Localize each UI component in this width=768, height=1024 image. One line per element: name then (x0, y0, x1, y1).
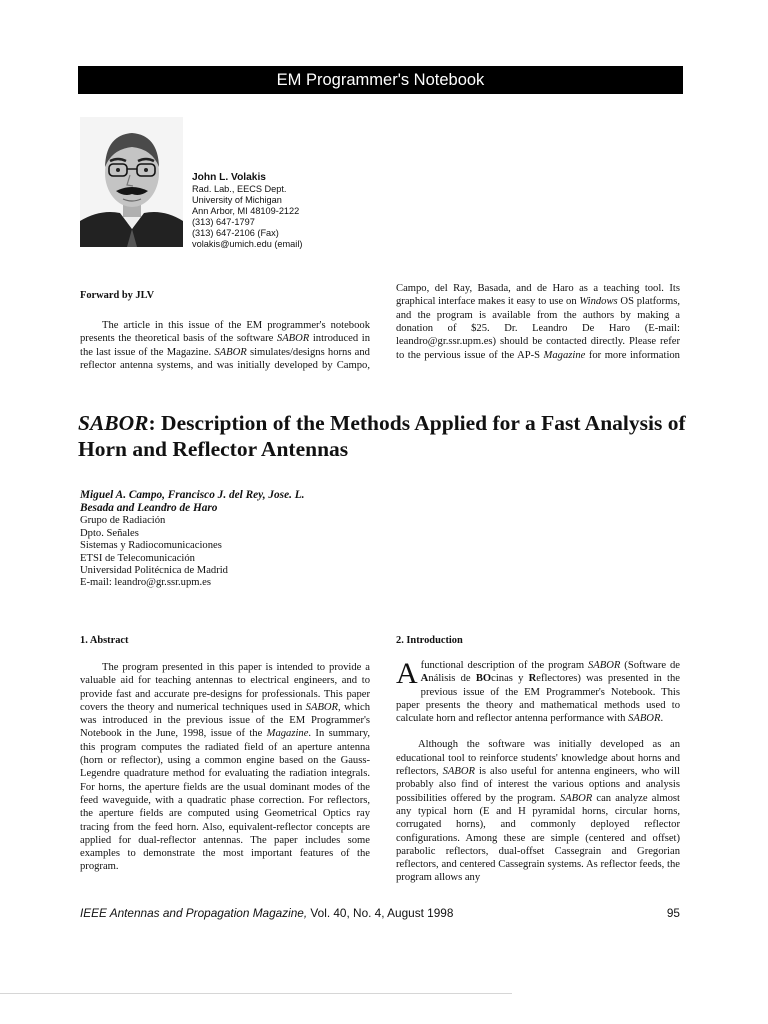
affiliation-university: Universidad Politécnica de Madrid (80, 565, 228, 577)
affiliation-school: ETSI de Telecomunicación (80, 552, 195, 564)
page-number: 95 (666, 906, 680, 920)
article-authors (80, 489, 380, 590)
author-names-line2: Besada and Leandro de Haro (80, 502, 218, 515)
introduction-section (396, 634, 680, 885)
author-names-line1: Miguel A. Campo, Francisco J. del Rey, Jose. L. (80, 489, 305, 501)
affiliation-group: Grupo de Radiación (80, 515, 166, 527)
author-line-email: volakis@umich.edu (email) (192, 239, 303, 250)
affiliation-dept: Dpto. Señales (80, 527, 139, 539)
banner-title: EM Programmer's Notebook (276, 71, 485, 89)
drop-cap: A (396, 657, 418, 690)
foreword-paragraph-cont: Campo, del Ray, Basada, and de Haro as a teaching tool. Its graphical interface makes it easy to use on Windows OS platforms, and the program is available from the authors by making a donation of $25. Dr. Leandro De Haro (E-mail: leandro@gr.ssr.upm.es) should be contacted directly. Please refer to the pervious issue of the AP-S Magazine for more information (396, 283, 680, 361)
page-footer (80, 906, 680, 920)
author-line-address: Ann Arbor, MI 48109-2122 (192, 206, 300, 217)
author-line-phone: (313) 647-1797 (192, 217, 255, 228)
author-name: John L. Volakis (192, 172, 266, 183)
notebook-banner (78, 66, 683, 94)
author-line-university: University of Michigan (192, 195, 282, 206)
bottom-rule (0, 993, 512, 994)
abstract-heading: 1. Abstract (80, 635, 129, 646)
foreword-col-right (396, 282, 680, 362)
foreword-continuation (396, 282, 680, 362)
foreword-paragraph: The article in this issue of the EM programmer's notebook presents the theoretical basis of the software SABOR introduced in the last issue of the Magazine. SABOR simulates/designs horns and reflector antenna systems, and was initially developed by Campo, (80, 320, 370, 371)
title-text: : Description of the Methods Applied for a Fast Analysis of Horn and Reflector Antennas (78, 411, 686, 461)
foreword-col-left (80, 319, 370, 373)
introduction-heading: 2. Introduction (396, 635, 463, 646)
introduction-paragraph-1: A functional description of the program SABOR (Software de Análisis de BOcinas y Reflectores) was presented in the previous issue of the EM Programmer's Notebook. This paper presents the theory and mathematical methods used to calculate horn and reflector antenna performance with SABOR. (396, 657, 680, 725)
author-line-fax: (313) 647-2106 (Fax) (192, 228, 279, 239)
portrait-illustration (80, 117, 183, 247)
affiliation-section: Sistemas y Radiocomunicaciones (80, 540, 222, 552)
footer-issue: Vol. 40, No. 4, August 1998 (307, 906, 454, 920)
abstract-paragraph: The program presented in this paper is intended to provide a valuable aid for teaching antennas to electrical engineers, and to provide fast and accurate pre-designs for professionals. This paper covers the theory and numerical techniques used in SABOR, which was introduced in the previous issue of the EM Programmer's Notebook in the June, 1998, issue of the Magazine. In summary, this program computes the radiated field of an aperture antenna (horn or reflector), using a common engine based on the Gauss-Legendre quadrature method for evaluating the radiation integrals. For horns, the aperture fields are the usual dominant modes of the feed waveguide, with a quadratic phase correction. For reflectors, the aperture fields are computed using Geometrical Optics ray tracing from the feed horn. Also, equivalent-reflector concepts are applied for dual-reflector antennas. The paper includes some examples to demonstrate the most important features of the program. (80, 662, 371, 873)
introduction-paragraph-2: Although the software was initially developed as an educational tool to reinforce students' knowledge about horns and reflectors, SABOR is also useful for antenna engineers, who will probably also find of interest the various options and analysis possibilities offered by the program. SABOR can analyze almost any typical horn (E and H pyramidal horns, circular horns, corrugated horns), and commonly deployed reflector configurations. Among these are simple (centered and offset) parabolic reflectors, dual-offset Cassegrain and Gregorian reflectors, and centered Cassegrain systems. As reflector feeds, the program allows any (396, 739, 681, 884)
author-contact-block (192, 172, 452, 251)
footer-journal: IEEE Antennas and Propagation Magazine, (80, 906, 308, 920)
affiliation-email: E-mail: leandro@gr.ssr.upm.es (80, 577, 211, 589)
author-photo (80, 117, 183, 247)
abstract-section (80, 634, 370, 874)
article-title (78, 410, 698, 462)
author-line-dept: Rad. Lab., EECS Dept. (192, 184, 287, 194)
foreword-heading: Forward by JLV (80, 290, 155, 301)
title-program-name: SABOR (78, 411, 149, 435)
foreword-left (80, 289, 370, 302)
